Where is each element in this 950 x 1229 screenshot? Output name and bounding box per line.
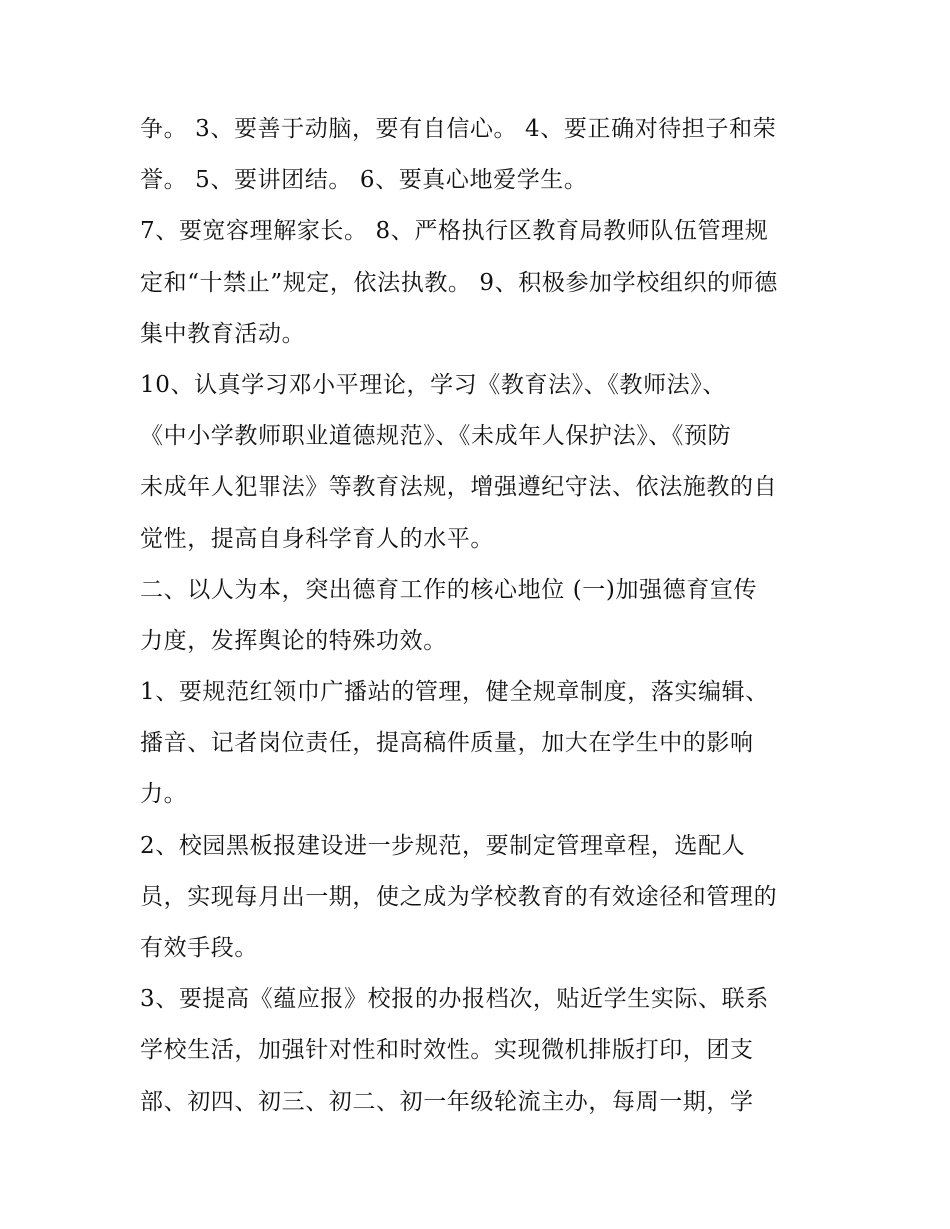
text-line: 定和“十禁止”规定，依法执教。 9、积极参加学校组织的师德 — [140, 269, 778, 296]
text-line: 10、认真学习邓小平理论，学习《教育法》、《教师法》、 — [140, 371, 726, 398]
text-line: 力度，发挥舆论的特殊功效。 — [140, 627, 447, 654]
text-line: 7、要宽容理解家长。 8、严格执行区教育局教师队伍管理规 — [140, 218, 769, 245]
document-body — [140, 104, 830, 1128]
text-line: 《中小学教师职业道德规范》、《未成年人保护法》、《预防 — [140, 423, 732, 450]
text-line: 觉性，提高自身科学育人的水平。 — [140, 525, 494, 552]
text-line: 争。 3、要善于动脑，要有自信心。 4、要正确对待担子和荣 — [140, 116, 777, 142]
text-line: 部、初四、初三、初二、初一年级轮流主办，每周一期，学 — [140, 1088, 754, 1115]
text-line: 誉。 5、要讲团结。 6、要真心地爱学生。 — [140, 167, 588, 194]
text-line: 有效手段。 — [140, 935, 258, 961]
text-line: 播音、记者岗位责任，提高稿件质量，加大在学生中的影响 — [140, 730, 754, 757]
text-line: 2、校园黑板报建设进一步规范，要制定管理章程，选配人 — [140, 832, 746, 859]
text-line: 力。 — [140, 781, 188, 808]
section-heading-line: 二、以人为本，突出德育工作的核心地位 (一)加强德育宣传 — [140, 576, 758, 603]
text-line: 1、要规范红领巾广播站的管理，健全规章制度，落实编辑、 — [140, 679, 769, 706]
text-line: 学校生活，加强针对性和时效性。实现微机排版打印，团支 — [140, 1037, 754, 1064]
text-line: 员，实现每月出一期，使之成为学校教育的有效途径和管理的 — [140, 883, 778, 910]
text-line: 集中教育活动。 — [140, 320, 306, 347]
text-line: 3、要提高《蕴应报》校报的办报档次，贴近学生实际、联系 — [140, 986, 769, 1013]
text-line: 未成年人犯罪法》等教育法规，增强遵纪守法、依法施教的自 — [140, 474, 778, 501]
